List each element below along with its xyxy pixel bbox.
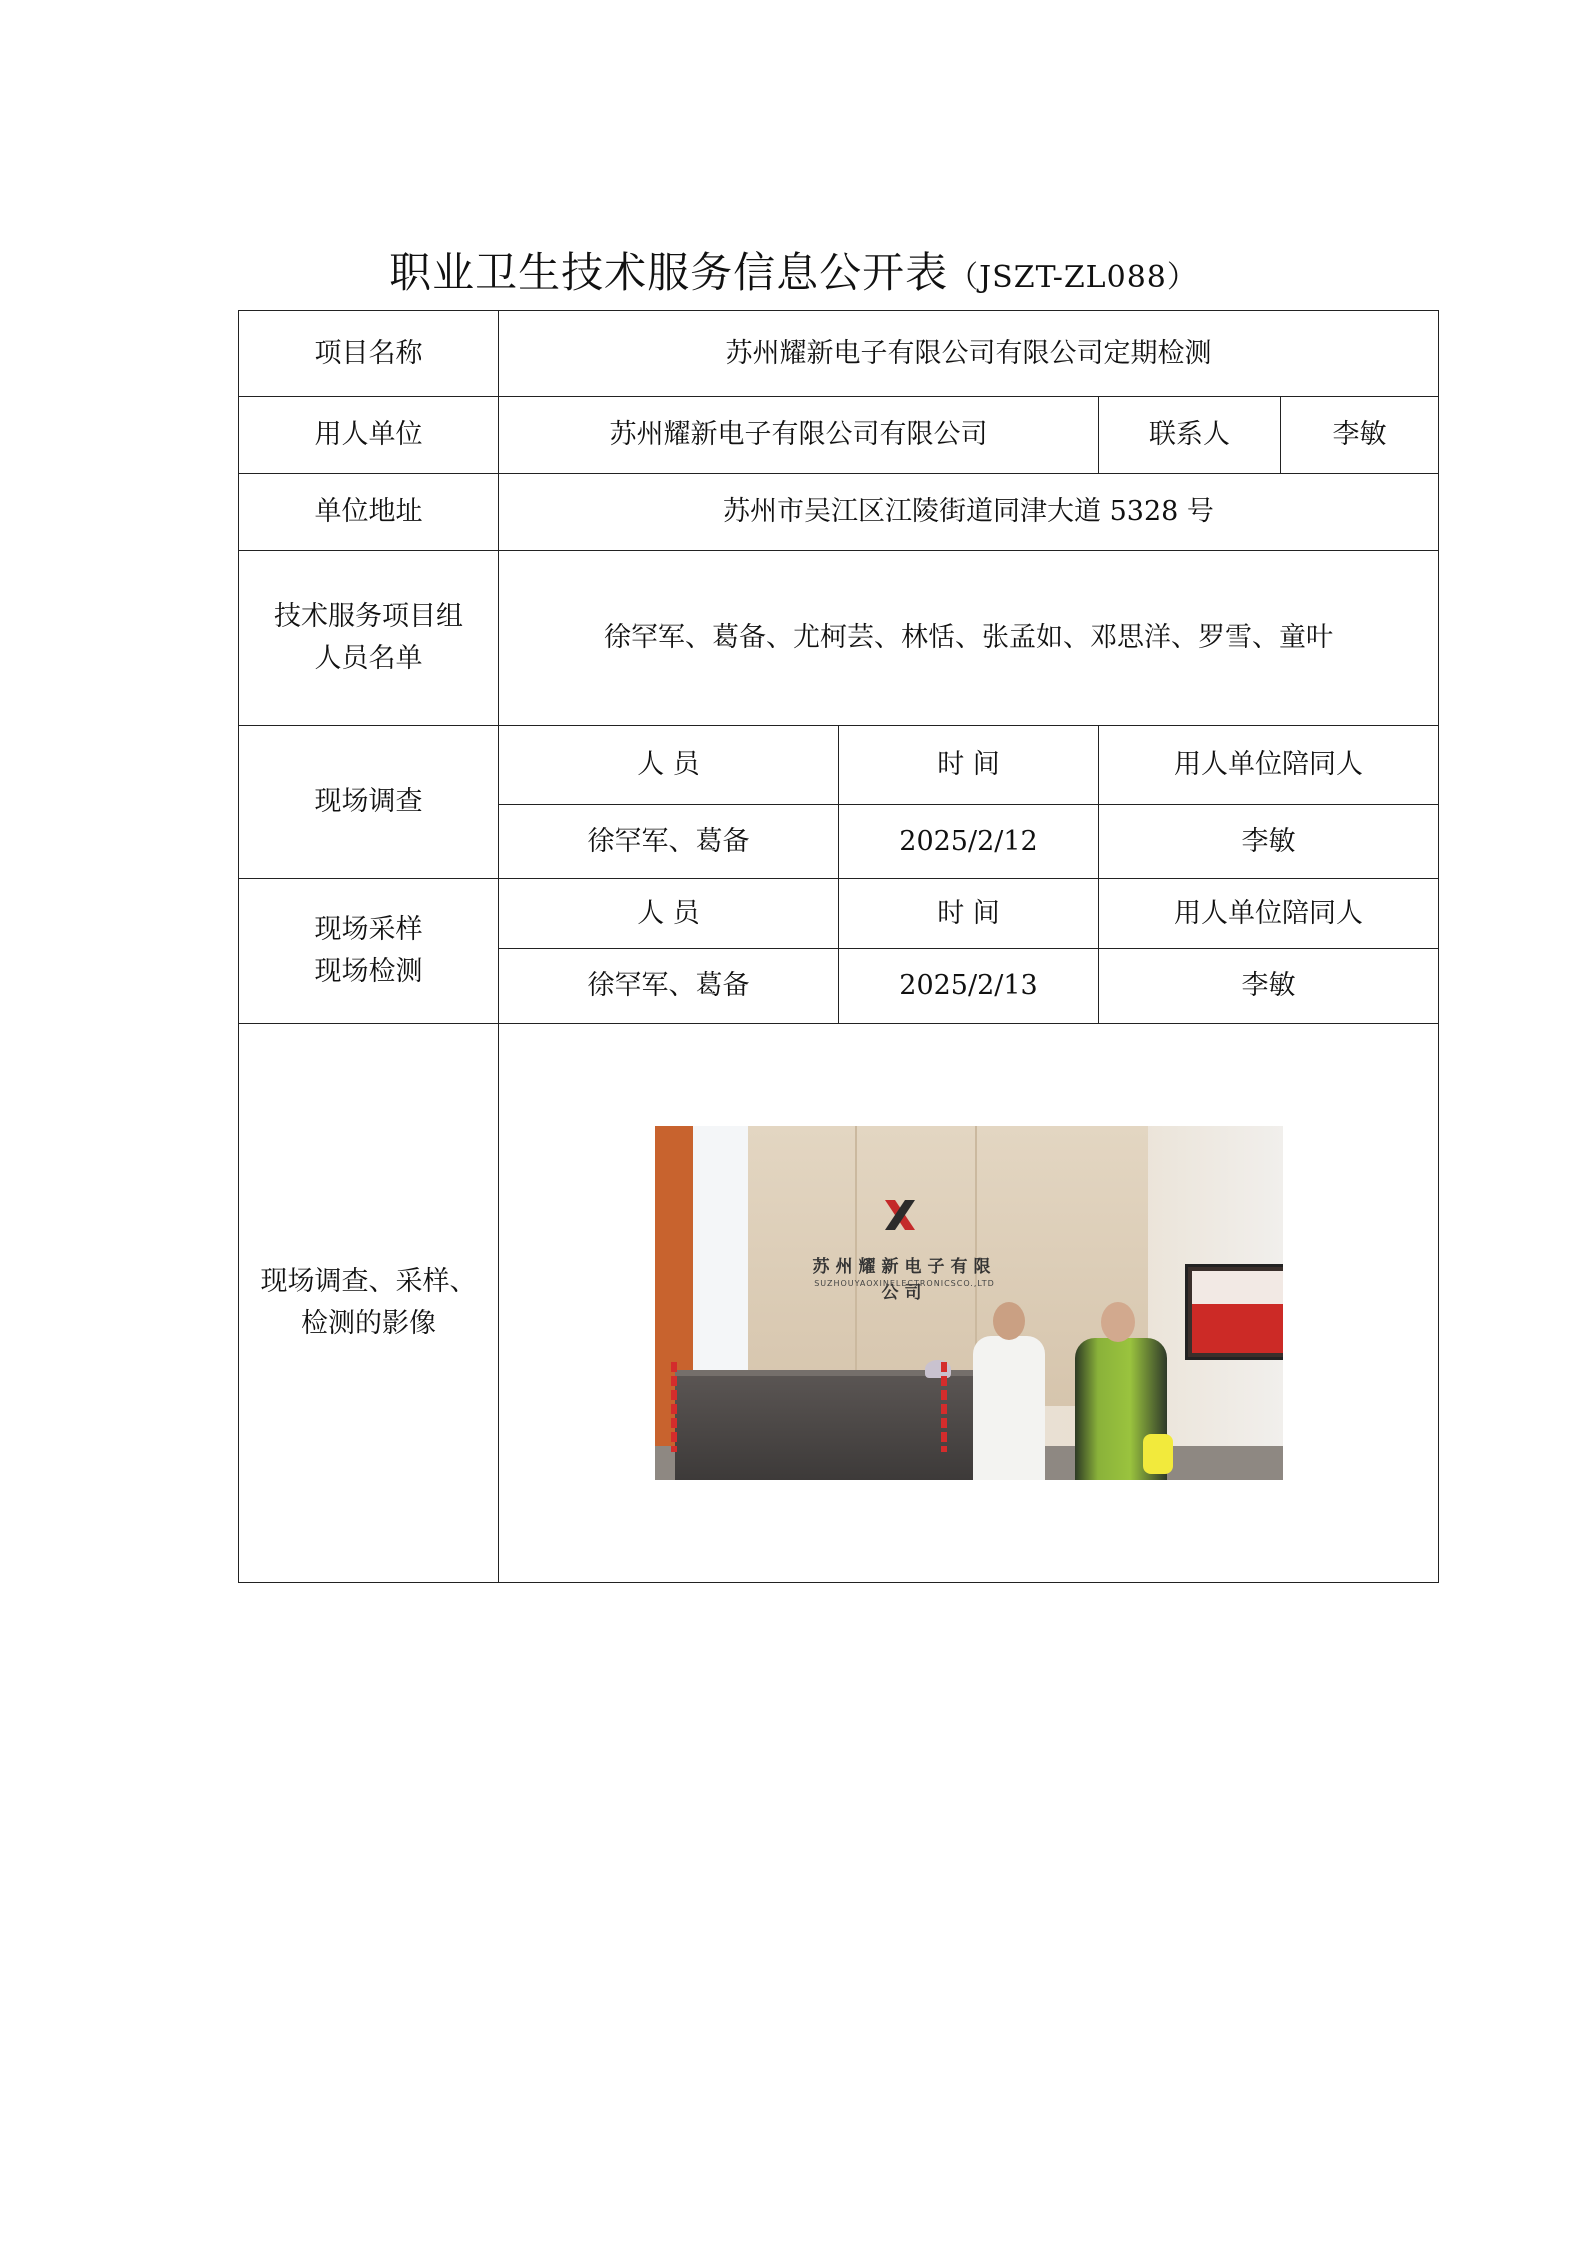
survey-people: 徐罕军、葛备 <box>499 805 839 879</box>
row-sampling-header <box>239 879 1439 949</box>
employer-value: 苏州耀新电子有限公司有限公司 <box>499 397 1099 474</box>
sampling-companion: 李敏 <box>1099 949 1439 1024</box>
survey-date: 2025/2/12 <box>839 805 1099 879</box>
photo-lantern-decoration <box>671 1362 677 1452</box>
photo-flower-pot <box>925 1360 951 1378</box>
site-photo <box>655 1126 1283 1480</box>
sampling-header-people: 人 员 <box>499 879 839 949</box>
photo-lantern-decoration <box>941 1362 947 1452</box>
sampling-header-companion: 用人单位陪同人 <box>1099 879 1439 949</box>
info-table <box>238 310 1439 1583</box>
page-title <box>0 240 1587 300</box>
contact-label: 联系人 <box>1099 397 1281 474</box>
photo-person-lab-coat <box>973 1336 1045 1480</box>
sampling-label-line1: 现场采样 <box>314 914 423 946</box>
photo-person-head <box>993 1302 1025 1340</box>
address-value: 苏州市吴江区江陵街道同津大道 5328 号 <box>499 474 1439 551</box>
sampling-label <box>239 879 499 1024</box>
project-label: 项目名称 <box>239 311 499 397</box>
survey-header-people: 人 员 <box>499 726 839 805</box>
row-team <box>239 551 1439 726</box>
team-label-line1: 技术服务项目组 <box>274 601 463 633</box>
images-label <box>239 1024 499 1583</box>
project-value: 苏州耀新电子有限公司有限公司定期检测 <box>499 311 1439 397</box>
employer-label: 用人单位 <box>239 397 499 474</box>
survey-header-companion: 用人单位陪同人 <box>1099 726 1439 805</box>
photo-sign-english: SUZHOUYAOXINELECTRONICSCO.,LTD <box>814 1279 995 1288</box>
title-code: （JSZT-ZL088） <box>948 260 1198 295</box>
images-cell <box>499 1024 1439 1583</box>
survey-header-time: 时 间 <box>839 726 1099 805</box>
images-label-line1: 现场调查、采样、 <box>260 1266 477 1298</box>
row-employer <box>239 397 1439 474</box>
title-main: 职业卫生技术服务信息公开表 <box>389 248 949 297</box>
team-value: 徐罕军、葛备、尤柯芸、林恬、张孟如、邓思洋、罗雪、童叶 <box>499 551 1439 726</box>
address-label: 单位地址 <box>239 474 499 551</box>
row-images <box>239 1024 1439 1583</box>
company-logo-icon <box>883 1198 917 1232</box>
survey-companion: 李敏 <box>1099 805 1439 879</box>
contact-value: 李敏 <box>1281 397 1439 474</box>
photo-display-screen <box>1185 1264 1283 1360</box>
row-project <box>239 311 1439 397</box>
survey-label: 现场调查 <box>239 726 499 879</box>
row-survey-header <box>239 726 1439 805</box>
photo-yellow-bag <box>1143 1434 1173 1474</box>
photo-display-content <box>1192 1271 1283 1353</box>
sampling-date: 2025/2/13 <box>839 949 1099 1024</box>
sampling-people: 徐罕军、葛备 <box>499 949 839 1024</box>
sampling-header-time: 时 间 <box>839 879 1099 949</box>
photo-person-head <box>1101 1302 1135 1342</box>
photo-sign-chinese: 苏州耀新电子有限公司 <box>812 1257 997 1304</box>
images-label-line2: 检测的影像 <box>301 1308 436 1339</box>
sampling-label-line2: 现场检测 <box>314 956 423 987</box>
row-address <box>239 474 1439 551</box>
team-label <box>239 551 499 726</box>
team-label-line2: 人员名单 <box>314 643 423 674</box>
photo-reception-desk <box>675 1376 1005 1480</box>
